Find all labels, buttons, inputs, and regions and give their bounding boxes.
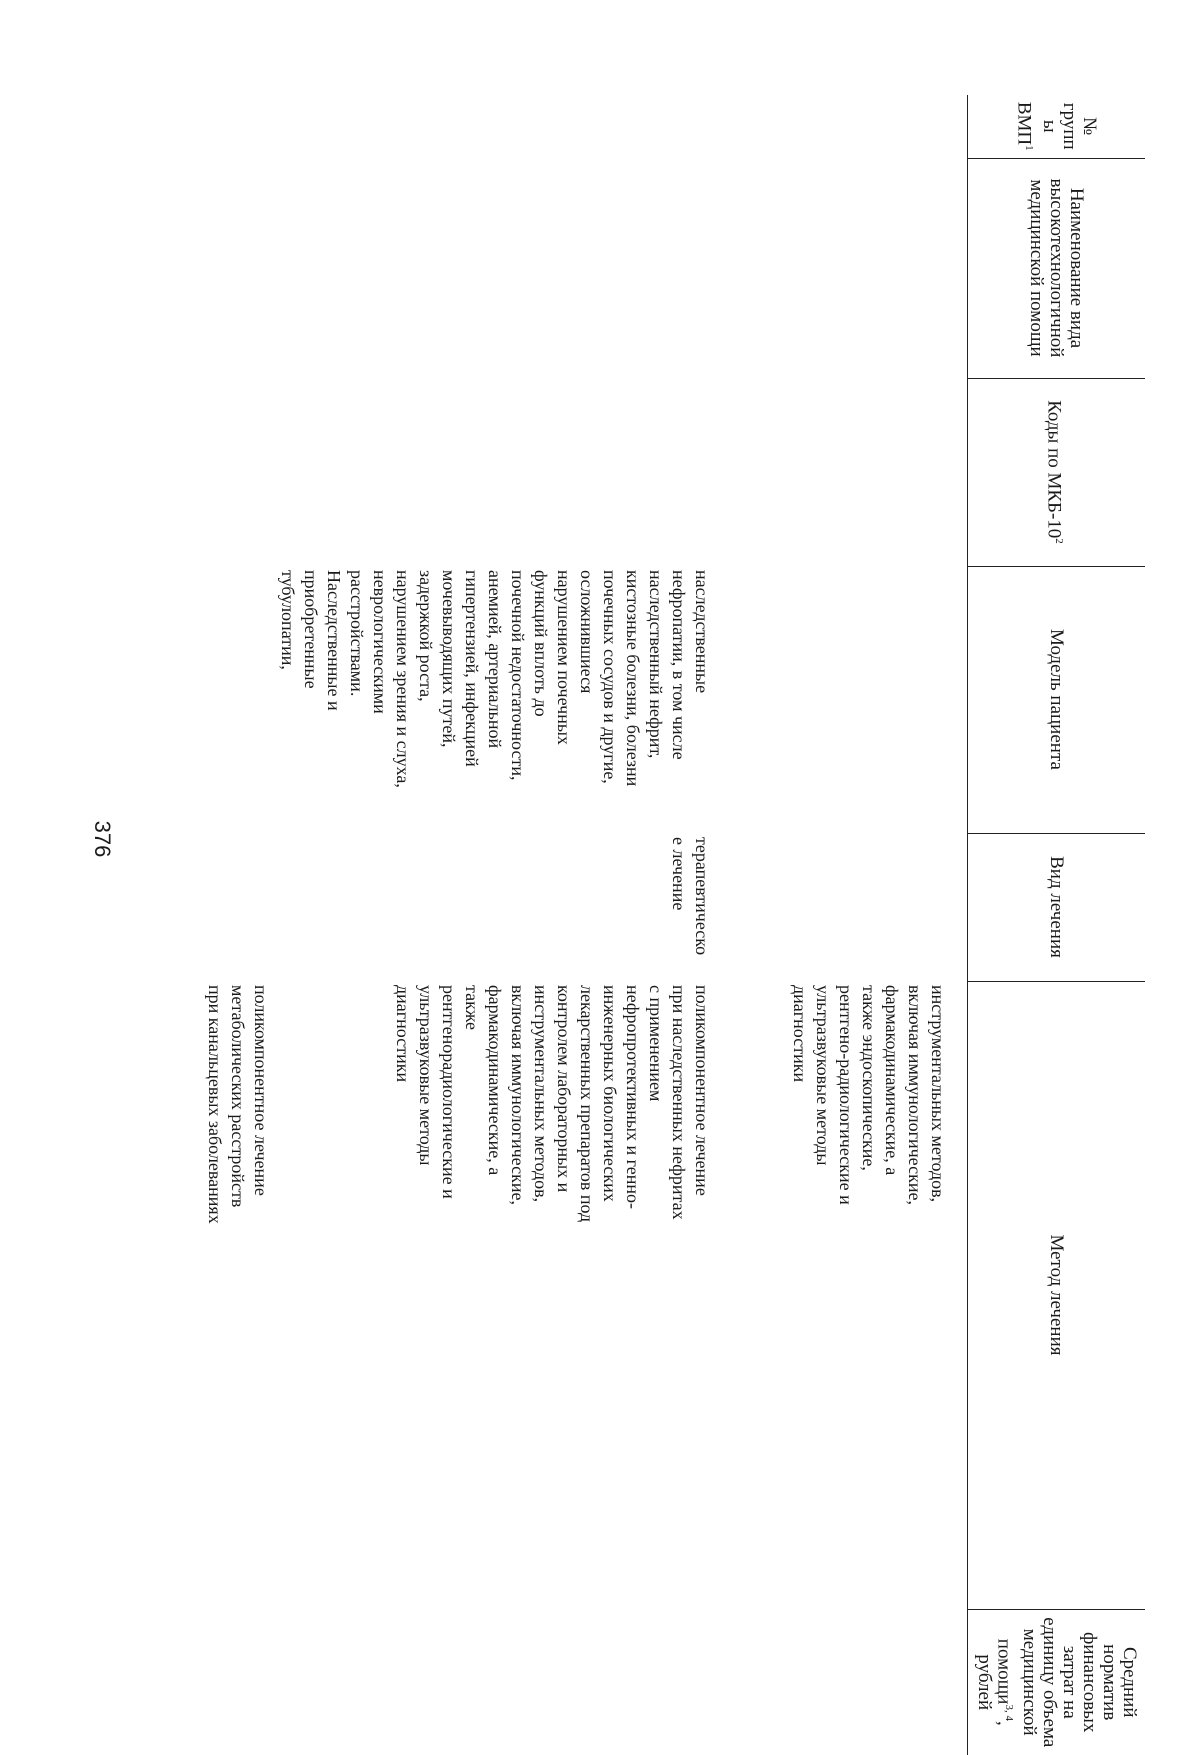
cell-icd-codes — [276, 378, 719, 566]
vmp-table — [162, 95, 1145, 1755]
cell-patient-model: наследственные нефропатии, в том числе наследственный нефрит, кистозные болезни, болезни почечных сосудов и другие, осложнившиеся нарушением почечных функций вплоть до почечной недостаточности, анемией, артериальной гипертензией, инфекцией мочевыводящих путей, задержкой роста, нарушением зрения и слуха, неврологическими расстройствами. Наследственные и приобретенные тубулопатии, — [277, 570, 712, 788]
table-row — [719, 95, 968, 1755]
cell-treatment-type: терапевтическо е лечение — [668, 837, 712, 956]
cell-group-number — [162, 95, 276, 158]
cell-cost-norm — [276, 1609, 719, 1755]
cell-cost-norm — [719, 1609, 968, 1755]
cell-care-type-name — [719, 158, 968, 378]
table-row — [162, 95, 276, 1755]
header-care-type-name: Наименование вида высокотехнологичной медицинской помощи — [967, 158, 1145, 378]
cell-patient-model — [162, 566, 276, 833]
header-icd-codes: Коды по МКБ-$10^2$ — [967, 378, 1145, 566]
cell-icd-codes — [719, 378, 968, 566]
cell-patient-model — [719, 566, 968, 833]
header-patient-model: Модель пациента — [967, 566, 1145, 833]
cell-treatment-method: поликомпонентное лечение метаболических расстройств при канальцевых заболеваниях — [204, 985, 271, 1224]
header-group-number: № групп ы ВМП$^1$ — [967, 95, 1145, 158]
header-cost-norm: Средний норматив финансовых затрат на единицу объема медицинской помощи$^{3, 4}$, рублей — [967, 1609, 1145, 1755]
cell-treatment-type — [162, 833, 276, 981]
cell-cost-norm — [162, 1609, 276, 1755]
cell-group-number — [276, 95, 719, 158]
cell-icd-codes — [162, 378, 276, 566]
cell-treatment-type — [719, 833, 968, 981]
cell-treatment-method: поликомпонентное лечение при наследственных нефритах с применением нефропротективных и генно- инженерных биологических лекарственных препаратов под контролем лабораторных и инструментальных методов, включая иммунологические, фармакодинамические, а также рентгенорадиологические и ультразвуковые методы диагностики — [392, 985, 712, 1223]
header-treatment-method: Метод лечения — [967, 981, 1145, 1609]
header-treatment-type: Вид лечения — [967, 833, 1145, 981]
page-number: 376 — [90, 820, 115, 858]
cell-care-type-name — [162, 158, 276, 378]
table-header-row — [967, 95, 1145, 1755]
table-row — [276, 95, 719, 1755]
cell-care-type-name — [276, 158, 719, 378]
landscape-table-sheet — [45, 95, 1145, 1755]
cell-treatment-method: инструментальных методов, включая иммунологические, фармакодинамические, а также эндоскопические, рентгено-радиологические и ультразвуковые методы диагностики — [789, 985, 948, 1205]
cell-group-number — [719, 95, 968, 158]
